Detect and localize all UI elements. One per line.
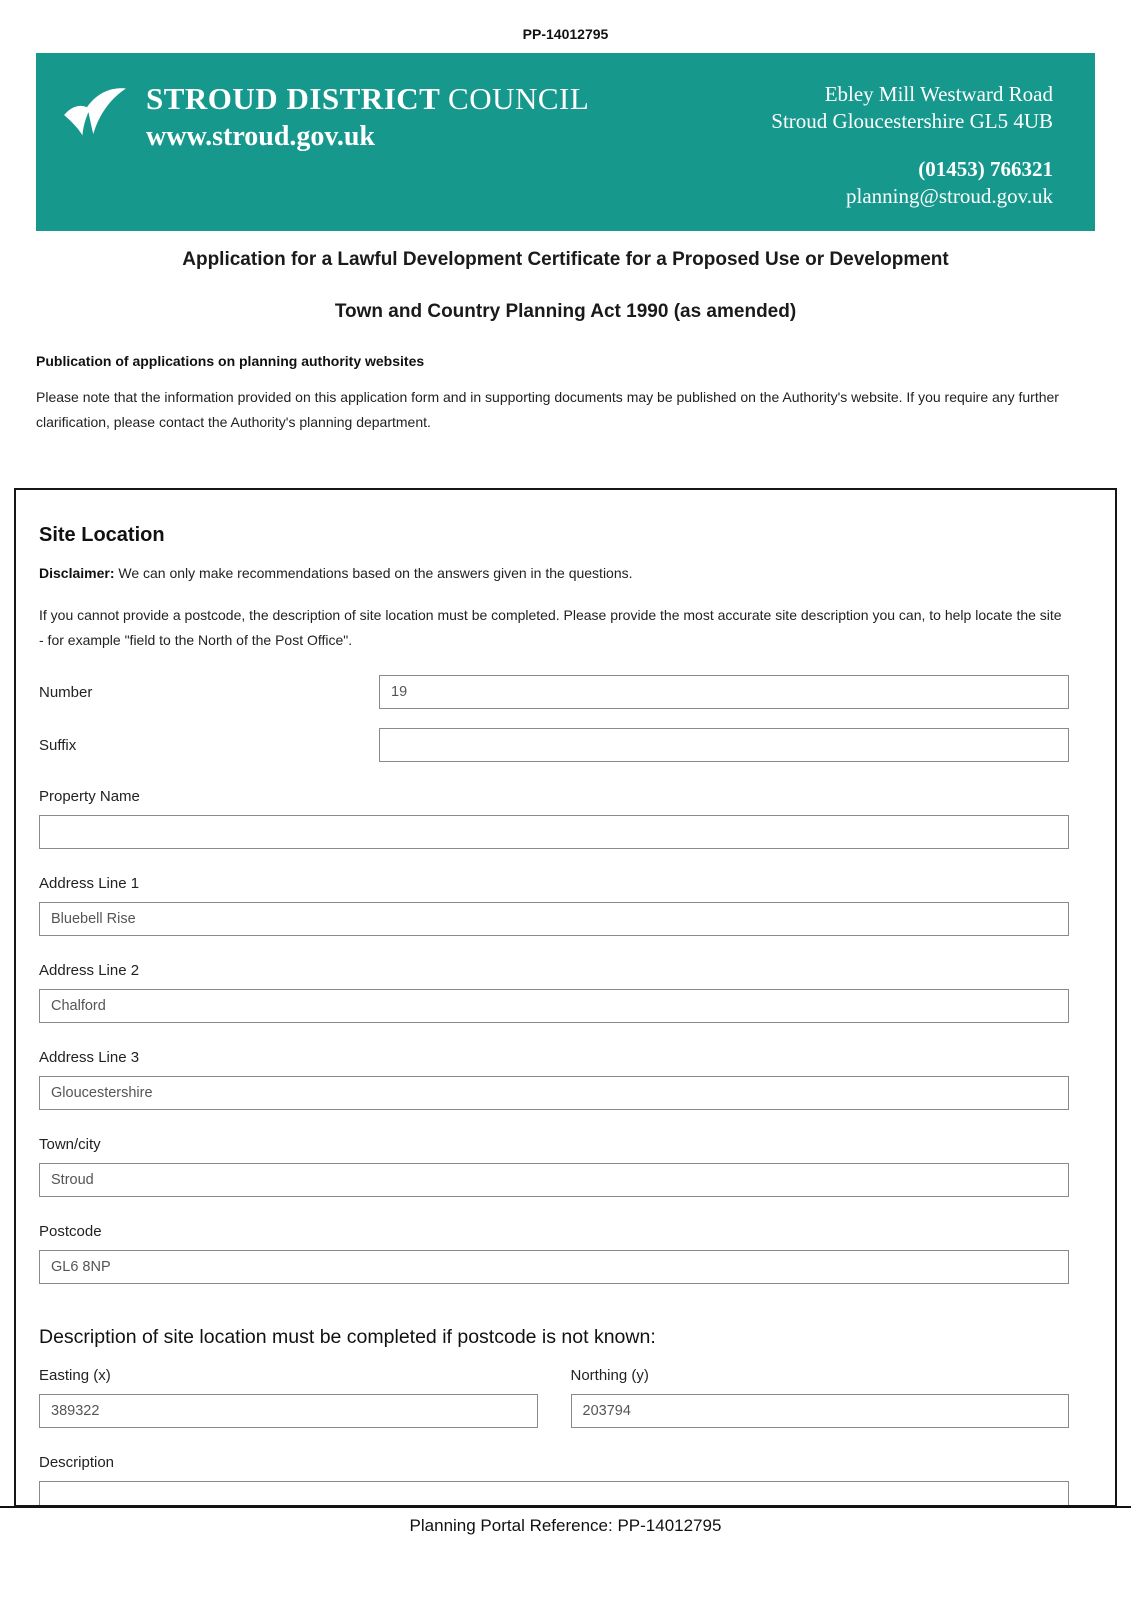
postcode-note: If you cannot provide a postcode, the description of site location must be completed. Please provide the most accurate site description you can, to help locate the site - for example "field to the North of the Post Office". [39,607,1062,649]
council-address-line1: Ebley Mill Westward Road [824,82,1053,106]
site-location-section [14,488,1117,1507]
address-line-2-row [39,962,1069,1023]
description-input[interactable] [39,1481,1069,1507]
number-row [39,675,1069,709]
document-subtitle: Town and Country Planning Act 1990 (as amended) [334,301,797,322]
property-name-row [39,788,1069,849]
address-line-3-input[interactable] [39,1076,1069,1110]
property-name-input[interactable] [39,815,1069,849]
number-label: Number [39,683,93,701]
address-line-1-row [39,875,1069,936]
disclaimer-body: We can only make recommendations based on the answers given in the questions. [114,565,633,581]
postcode-label: Postcode [39,1223,102,1241]
org-name [146,81,589,117]
northing-field [571,1367,1070,1428]
org-name-secondary: COUNCIL [448,81,590,116]
address-line-3-label: Address Line 3 [39,1049,140,1067]
disclaimer-text [39,565,1069,581]
org-name-main: STROUD DISTRICT [146,81,440,116]
page-reference: PP-14012795 [522,26,609,42]
site-location-heading: Site Location [39,524,165,546]
address-line-2-label: Address Line 2 [39,962,140,980]
council-phone: (01453) 766321 [918,156,1053,181]
northing-input[interactable] [571,1394,1070,1428]
address-line-3-row [39,1049,1069,1110]
number-input[interactable] [379,675,1069,709]
disclaimer-label: Disclaimer: [39,565,115,581]
footer-reference: Planning Portal Reference: PP-14012795 [409,1516,722,1535]
publication-heading: Publication of applications on planning authority websites [36,353,425,369]
publication-text: Please note that the information provided on this application form and in supporting documents may be published on the Authority's website. If you require any further clarification, please contact the Authority's planning department. [36,389,1059,430]
address-line-1-label: Address Line 1 [39,875,140,893]
northing-label: Northing (y) [570,1367,649,1385]
address-line-1-input[interactable] [39,902,1069,936]
property-name-label: Property Name [39,788,140,806]
document-title: Application for a Lawful Development Certificate for a Proposed Use or Development [182,249,949,270]
postcode-row [39,1223,1069,1284]
suffix-label: Suffix [39,736,77,754]
footer-divider [0,1506,1131,1508]
council-logo-icon [60,81,130,231]
coordinates-row [39,1367,1069,1428]
suffix-row [39,728,1069,762]
town-city-input[interactable] [39,1163,1069,1197]
council-header [36,53,1095,231]
description-label: Description [39,1454,115,1472]
address-line-2-input[interactable] [39,989,1069,1023]
postcode-input[interactable] [39,1250,1069,1284]
council-website: www.stroud.gov.uk [146,121,376,152]
suffix-input[interactable] [379,728,1069,762]
council-email: planning@stroud.gov.uk [846,183,1053,208]
town-city-row [39,1136,1069,1197]
easting-field [39,1367,538,1428]
council-address-line2: Stroud Gloucestershire GL5 4UB [771,109,1053,134]
easting-input[interactable] [39,1394,538,1428]
town-city-label: Town/city [39,1136,101,1154]
description-section-heading: Description of site location must be completed if postcode is not known: [39,1326,656,1349]
easting-label: Easting (x) [39,1367,111,1385]
description-row [39,1454,1069,1507]
